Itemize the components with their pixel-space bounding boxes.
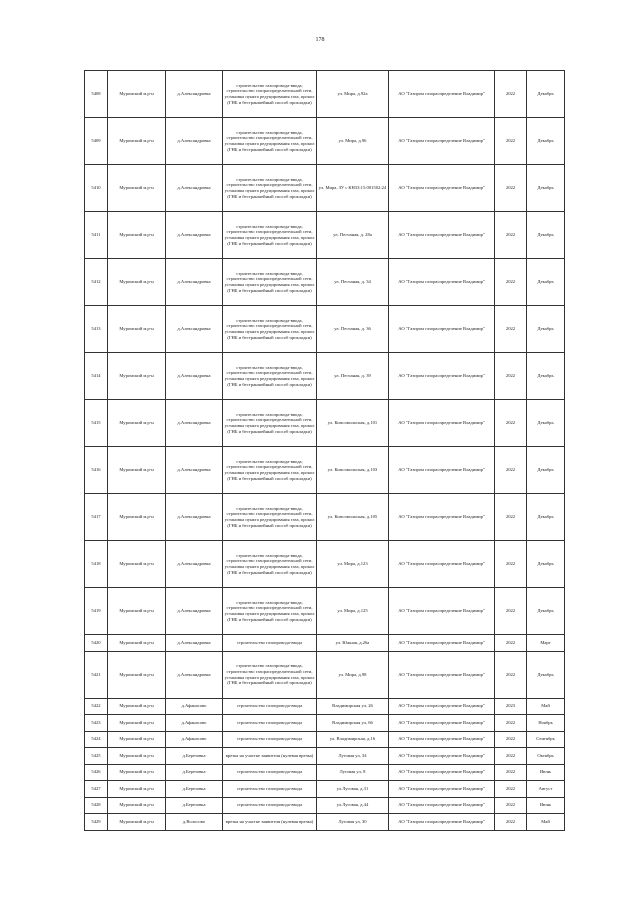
settlement-cell: д.Афанасово — [166, 698, 223, 715]
district-cell: Муромский м.р-н — [108, 118, 166, 165]
district-cell: Муромский м.р-н — [108, 781, 166, 798]
work-description-cell: строительство газопровода-ввода, строительство газораспределительной сети, установка пункта редуцирования газа, прокол (ГНБ и бестраншейный способ прокладки) — [223, 165, 317, 212]
year-cell: 2022 — [495, 635, 527, 652]
work-description-cell: строительство газопровода-ввода, строительство газораспределительной сети, установка пункта редуцирования газа, прокол (ГНБ и бестраншейный способ прокладки) — [223, 212, 317, 259]
work-description-cell: строительство газопровода-ввода — [223, 781, 317, 798]
work-description-cell: строительство газопровода-ввода, строительство газораспределительной сети, установка пункта редуцирования газа, прокол (ГНБ и бестраншейный способ прокладки) — [223, 259, 317, 306]
table-row — [85, 447, 565, 494]
settlement-cell: д.Березовка — [166, 797, 223, 814]
district-cell: Муромский м.р-н — [108, 400, 166, 447]
settlement-cell: д.Александровка — [166, 71, 223, 118]
work-description-cell: врезка на участке заявителя (нулевая врезка) — [223, 814, 317, 831]
table-row — [85, 781, 565, 798]
month-cell: Декабрь — [527, 306, 565, 353]
address-cell: ул. Мира, д.96 — [317, 118, 389, 165]
row-number-cell: 5418 — [85, 541, 108, 588]
organization-cell: АО "Газпром газораспределение Владимир" — [389, 212, 495, 259]
work-description-cell: врезка на участке заявителя (нулевая врезка) — [223, 748, 317, 765]
month-cell: Август — [527, 781, 565, 798]
month-cell: Декабрь — [527, 165, 565, 212]
settlement-cell: д.Александровка — [166, 494, 223, 541]
address-cell: Владимирская ул, 66 — [317, 715, 389, 732]
organization-cell: АО "Газпром газораспределение Владимир" — [389, 814, 495, 831]
table-row — [85, 588, 565, 635]
month-cell: Декабрь — [527, 71, 565, 118]
month-cell: Март — [527, 635, 565, 652]
year-cell: 2022 — [495, 447, 527, 494]
work-description-cell: строительство газопровода-ввода, строительство газораспределительной сети, установка пункта редуцирования газа, прокол (ГНБ и бестраншейный способ прокладки) — [223, 306, 317, 353]
work-description-cell: строительство газопровода-ввода, строительство газораспределительной сети, установка пункта редуцирования газа, прокол (ГНБ и бестраншейный способ прокладки) — [223, 400, 317, 447]
table-row — [85, 353, 565, 400]
table-body — [85, 71, 565, 831]
organization-cell: АО "Газпром газораспределение Владимир" — [389, 651, 495, 698]
district-cell: Муромский м.р-н — [108, 635, 166, 652]
month-cell: Ноябрь — [527, 715, 565, 732]
work-description-cell: строительство газопровода-ввода — [223, 698, 317, 715]
year-cell: 2022 — [495, 748, 527, 765]
organization-cell: АО "Газпром газораспределение Владимир" — [389, 400, 495, 447]
organization-cell: АО "Газпром газораспределение Владимир" — [389, 797, 495, 814]
settlement-cell: д.Александровка — [166, 353, 223, 400]
table-row — [85, 731, 565, 748]
registry-table — [84, 70, 565, 831]
year-cell: 2022 — [495, 306, 527, 353]
organization-cell: АО "Газпром газораспределение Владимир" — [389, 764, 495, 781]
settlement-cell: д.Александровка — [166, 541, 223, 588]
address-cell: ул. Мира, д.125 — [317, 588, 389, 635]
month-cell: Декабрь — [527, 588, 565, 635]
work-description-cell: строительство газопровода-ввода, строительство газораспределительной сети, установка пункта редуцирования газа, прокол (ГНБ и бестраншейный способ прокладки) — [223, 118, 317, 165]
table-row — [85, 212, 565, 259]
row-number-cell: 5421 — [85, 651, 108, 698]
settlement-cell: д.Александровка — [166, 447, 223, 494]
work-description-cell: строительство газопровода-ввода, строительство газораспределительной сети, установка пункта редуцирования газа, прокол (ГНБ и бестраншейный способ прокладки) — [223, 447, 317, 494]
year-cell: 2022 — [495, 715, 527, 732]
row-number-cell: 5412 — [85, 259, 108, 306]
month-cell: Май — [527, 698, 565, 715]
year-cell: 2022 — [495, 764, 527, 781]
settlement-cell: д.Александровка — [166, 588, 223, 635]
settlement-cell: д.Александровка — [166, 259, 223, 306]
work-description-cell: строительство газопровода-ввода, строительство газораспределительной сети, установка пункта редуцирования газа, прокол (ГНБ и бестраншейный способ прокладки) — [223, 353, 317, 400]
year-cell: 2022 — [495, 259, 527, 306]
table-row — [85, 541, 565, 588]
month-cell: Декабрь — [527, 494, 565, 541]
table-row — [85, 259, 565, 306]
year-cell: 2022 — [495, 212, 527, 259]
month-cell: Декабрь — [527, 212, 565, 259]
settlement-cell: д.Березовка — [166, 781, 223, 798]
address-cell: Луговая ул, 34 — [317, 748, 389, 765]
month-cell: Декабрь — [527, 651, 565, 698]
year-cell: 2022 — [495, 651, 527, 698]
address-cell: ул. Южная, д.26а — [317, 635, 389, 652]
table-row — [85, 400, 565, 447]
year-cell: 2022 — [495, 400, 527, 447]
row-number-cell: 5420 — [85, 635, 108, 652]
table-row — [85, 165, 565, 212]
work-description-cell: строительство газопровода-ввода, строительство газораспределительной сети, установка пункта редуцирования газа, прокол (ГНБ и бестраншейный способ прокладки) — [223, 71, 317, 118]
address-cell: Владимирская ул, 26 — [317, 698, 389, 715]
table-row — [85, 764, 565, 781]
year-cell: 2022 — [495, 797, 527, 814]
district-cell: Муромский м.р-н — [108, 731, 166, 748]
settlement-cell: д.Березовка — [166, 748, 223, 765]
district-cell: Муромский м.р-н — [108, 306, 166, 353]
row-number-cell: 5429 — [85, 814, 108, 831]
month-cell: Декабрь — [527, 353, 565, 400]
row-number-cell: 5411 — [85, 212, 108, 259]
month-cell: Декабрь — [527, 259, 565, 306]
settlement-cell: д.Александровка — [166, 400, 223, 447]
row-number-cell: 5410 — [85, 165, 108, 212]
settlement-cell: д.Березовка — [166, 764, 223, 781]
table-row — [85, 748, 565, 765]
address-cell: Луговая ул, 8 — [317, 764, 389, 781]
address-cell: ул. Мира, д.92а — [317, 71, 389, 118]
district-cell: Муромский м.р-н — [108, 814, 166, 831]
month-cell: Октябрь — [527, 748, 565, 765]
table-row — [85, 118, 565, 165]
work-description-cell: строительство газопровода-ввода — [223, 635, 317, 652]
row-number-cell: 5422 — [85, 698, 108, 715]
work-description-cell: строительство газопровода-ввода — [223, 731, 317, 748]
district-cell: Муромский м.р-н — [108, 71, 166, 118]
work-description-cell: строительство газопровода-ввода — [223, 715, 317, 732]
address-cell: ул. Песчаная, д. 28а — [317, 212, 389, 259]
table-row — [85, 797, 565, 814]
table-row — [85, 715, 565, 732]
district-cell: Муромский м.р-н — [108, 541, 166, 588]
month-cell: Сентябрь — [527, 731, 565, 748]
organization-cell: АО "Газпром газораспределение Владимир" — [389, 748, 495, 765]
district-cell: Муромский м.р-н — [108, 748, 166, 765]
organization-cell: АО "Газпром газораспределение Владимир" — [389, 494, 495, 541]
organization-cell: АО "Газпром газораспределение Владимир" — [389, 698, 495, 715]
settlement-cell: д.Афанасово — [166, 731, 223, 748]
district-cell: Муромский м.р-н — [108, 447, 166, 494]
row-number-cell: 5417 — [85, 494, 108, 541]
settlement-cell: д.Александровка — [166, 212, 223, 259]
settlement-cell: д.Волосово — [166, 814, 223, 831]
work-description-cell: строительство газопровода-ввода, строительство газораспределительной сети, установка пункта редуцирования газа, прокол (ГНБ и бестраншейный способ прокладки) — [223, 651, 317, 698]
work-description-cell: строительство газопровода-ввода — [223, 797, 317, 814]
page-number: 178 — [315, 37, 325, 43]
organization-cell: АО "Газпром газораспределение Владимир" — [389, 259, 495, 306]
month-cell: Июнь — [527, 797, 565, 814]
organization-cell: АО "Газпром газораспределение Владимир" — [389, 781, 495, 798]
row-number-cell: 5414 — [85, 353, 108, 400]
organization-cell: АО "Газпром газораспределение Владимир" — [389, 588, 495, 635]
district-cell: Муромский м.р-н — [108, 651, 166, 698]
district-cell: Муромский м.р-н — [108, 494, 166, 541]
table-row — [85, 698, 565, 715]
organization-cell: АО "Газпром газораспределение Владимир" — [389, 353, 495, 400]
district-cell: Муромский м.р-н — [108, 698, 166, 715]
row-number-cell: 5428 — [85, 797, 108, 814]
table-row — [85, 71, 565, 118]
settlement-cell: д.Александровка — [166, 306, 223, 353]
district-cell: Муромский м.р-н — [108, 715, 166, 732]
address-cell: ул.Луговая, д.31 — [317, 781, 389, 798]
row-number-cell: 5425 — [85, 748, 108, 765]
year-cell: 2022 — [495, 814, 527, 831]
address-cell: ул. Комсомольская, д.101 — [317, 400, 389, 447]
settlement-cell: д.Александровка — [166, 165, 223, 212]
district-cell: Муромский м.р-н — [108, 259, 166, 306]
district-cell: Муромский м.р-н — [108, 165, 166, 212]
organization-cell: АО "Газпром газораспределение Владимир" — [389, 731, 495, 748]
settlement-cell: д.Афанасово — [166, 715, 223, 732]
district-cell: Муромский м.р-н — [108, 764, 166, 781]
organization-cell: АО "Газпром газораспределение Владимир" — [389, 118, 495, 165]
work-description-cell: строительство газопровода-ввода, строительство газораспределительной сети, установка пункта редуцирования газа, прокол (ГНБ и бестраншейный способ прокладки) — [223, 588, 317, 635]
district-cell: Муромский м.р-н — [108, 797, 166, 814]
address-cell: ул. Песчаная, д. 36 — [317, 306, 389, 353]
year-cell: 2022 — [495, 353, 527, 400]
month-cell: Декабрь — [527, 447, 565, 494]
year-cell: 2022 — [495, 781, 527, 798]
year-cell: 2022 — [495, 731, 527, 748]
year-cell: 2022 — [495, 541, 527, 588]
row-number-cell: 5408 — [85, 71, 108, 118]
year-cell: 2023 — [495, 698, 527, 715]
month-cell: Декабрь — [527, 400, 565, 447]
row-number-cell: 5415 — [85, 400, 108, 447]
table-row — [85, 814, 565, 831]
month-cell: Декабрь — [527, 541, 565, 588]
row-number-cell: 5427 — [85, 781, 108, 798]
organization-cell: АО "Газпром газораспределение Владимир" — [389, 306, 495, 353]
address-cell: ул. Мира, д.98 — [317, 651, 389, 698]
organization-cell: АО "Газпром газораспределение Владимир" — [389, 71, 495, 118]
address-cell: ул. Песчаная, д. 39 — [317, 353, 389, 400]
district-cell: Муромский м.р-н — [108, 212, 166, 259]
settlement-cell: д.Александровка — [166, 651, 223, 698]
year-cell: 2022 — [495, 118, 527, 165]
district-cell: Муромский м.р-н — [108, 588, 166, 635]
table-row — [85, 306, 565, 353]
month-cell: Май — [527, 814, 565, 831]
table-row — [85, 635, 565, 652]
address-cell: ул. Мира, д.123 — [317, 541, 389, 588]
table-row — [85, 651, 565, 698]
row-number-cell: 5423 — [85, 715, 108, 732]
organization-cell: АО "Газпром газораспределение Владимир" — [389, 165, 495, 212]
row-number-cell: 5426 — [85, 764, 108, 781]
month-cell: Декабрь — [527, 118, 565, 165]
settlement-cell: д.Александровка — [166, 635, 223, 652]
row-number-cell: 5413 — [85, 306, 108, 353]
organization-cell: АО "Газпром газораспределение Владимир" — [389, 447, 495, 494]
address-cell: ул. Комсомольская, д.103 — [317, 447, 389, 494]
work-description-cell: строительство газопровода-ввода, строительство газораспределительной сети, установка пункта редуцирования газа, прокол (ГНБ и бестраншейный способ прокладки) — [223, 541, 317, 588]
address-cell: ул.Луговая, д.44 — [317, 797, 389, 814]
row-number-cell: 5419 — [85, 588, 108, 635]
row-number-cell: 5409 — [85, 118, 108, 165]
row-number-cell: 5424 — [85, 731, 108, 748]
year-cell: 2022 — [495, 588, 527, 635]
month-cell: Июнь — [527, 764, 565, 781]
address-cell: ул. Мира, ЗУ с КН33:15:001502:24 — [317, 165, 389, 212]
address-cell: ул. Песчаная, д. 34 — [317, 259, 389, 306]
work-description-cell: строительство газопровода-ввода — [223, 764, 317, 781]
organization-cell: АО "Газпром газораспределение Владимир" — [389, 635, 495, 652]
row-number-cell: 5416 — [85, 447, 108, 494]
year-cell: 2022 — [495, 165, 527, 212]
work-description-cell: строительство газопровода-ввода, строительство газораспределительной сети, установка пункта редуцирования газа, прокол (ГНБ и бестраншейный способ прокладки) — [223, 494, 317, 541]
settlement-cell: д.Александровка — [166, 118, 223, 165]
address-cell: ул. Владимирская, д.16 — [317, 731, 389, 748]
year-cell: 2022 — [495, 71, 527, 118]
table-row — [85, 494, 565, 541]
year-cell: 2022 — [495, 494, 527, 541]
address-cell: Луговая ул, 30 — [317, 814, 389, 831]
address-cell: ул. Комсомольская, д.105 — [317, 494, 389, 541]
district-cell: Муромский м.р-н — [108, 353, 166, 400]
organization-cell: АО "Газпром газораспределение Владимир" — [389, 541, 495, 588]
organization-cell: АО "Газпром газораспределение Владимир" — [389, 715, 495, 732]
